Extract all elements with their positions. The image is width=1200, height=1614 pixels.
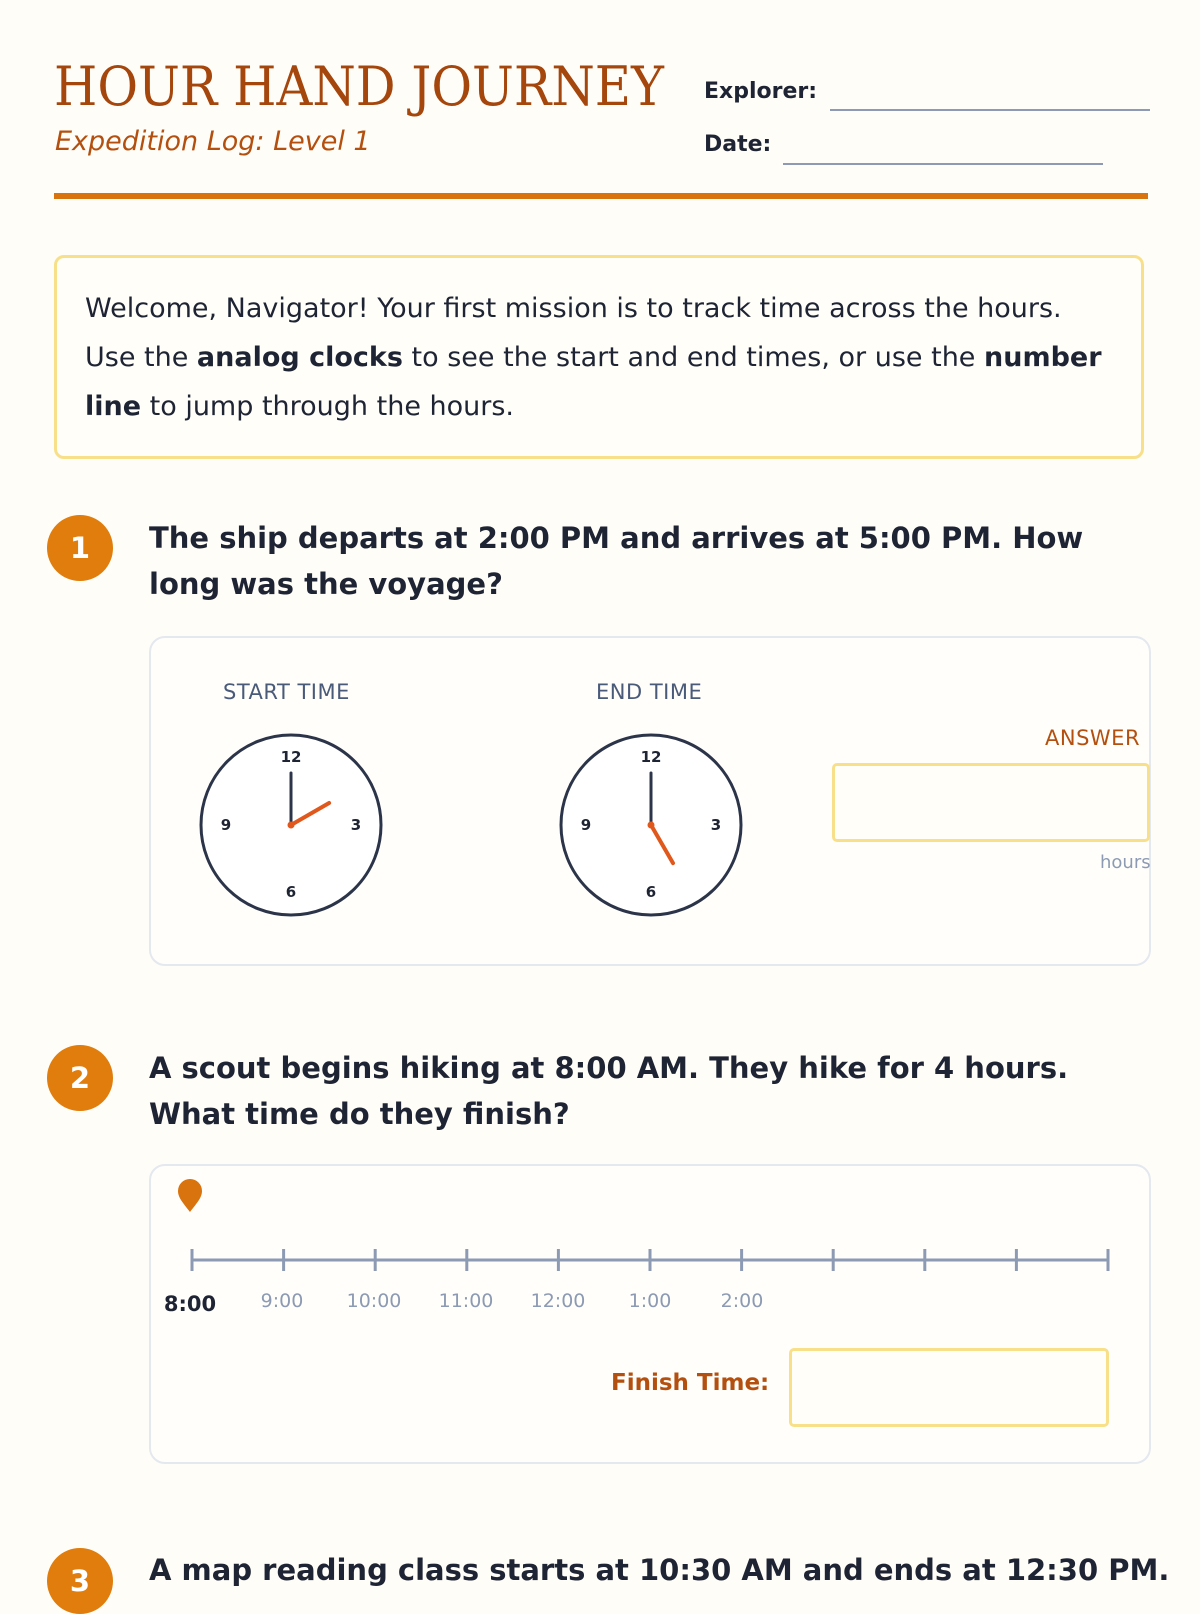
answer-input[interactable] bbox=[832, 763, 1150, 842]
tick-label: 11:00 bbox=[438, 1290, 494, 1312]
intro-emphasis-clocks: analog clocks bbox=[196, 342, 403, 373]
question-number-badge: 1 bbox=[47, 515, 113, 581]
clock-number-3: 3 bbox=[350, 816, 362, 834]
end-time-label: END TIME bbox=[596, 680, 703, 704]
explorer-label: Explorer: bbox=[704, 79, 818, 104]
question-2-text: A scout begins hiking at 8:00 AM. They hike for 4 hours. What time do they finish? bbox=[149, 1051, 1069, 1131]
date-label: Date: bbox=[704, 132, 772, 157]
tick-label: 1:00 bbox=[628, 1290, 672, 1312]
question-3-text: A map reading class starts at 10:30 AM and ends at 12:30 PM. bbox=[149, 1553, 1170, 1587]
clock-number-12: 12 bbox=[280, 748, 302, 766]
start-time-label: START TIME bbox=[223, 680, 350, 704]
tick-label: 12:00 bbox=[530, 1290, 586, 1312]
clock-number-9: 9 bbox=[580, 816, 592, 834]
clock-number-9: 9 bbox=[220, 816, 232, 834]
tick-label: 2:00 bbox=[720, 1290, 764, 1312]
clock-number-12: 12 bbox=[640, 748, 662, 766]
number-line bbox=[176, 1240, 1116, 1280]
clock-number-6: 6 bbox=[285, 883, 297, 901]
clock-number-3: 3 bbox=[710, 816, 722, 834]
clock-center bbox=[648, 822, 655, 829]
tick-label: 10:00 bbox=[346, 1290, 402, 1312]
date-field[interactable] bbox=[783, 163, 1103, 165]
intro-box bbox=[54, 255, 1144, 459]
intro-emphasis-number-line: number line bbox=[85, 342, 1102, 422]
end-clock bbox=[558, 732, 744, 918]
question-number-badge: 3 bbox=[47, 1548, 113, 1614]
clock-number-6: 6 bbox=[645, 883, 657, 901]
question-1-text: The ship departs at 2:00 PM and arrives at 5:00 PM. How long was the voyage? bbox=[149, 521, 1084, 601]
start-clock bbox=[198, 732, 384, 918]
finish-time-input[interactable] bbox=[789, 1348, 1109, 1427]
map-pin-icon bbox=[176, 1178, 204, 1214]
intro-text: Welcome, Navigator! Your first mission is to track time across the hours. Use the analog clocks to see the start and end times, or use the number line to jump through the hours. bbox=[85, 293, 1102, 422]
page-subtitle: Expedition Log: Level 1 bbox=[55, 126, 371, 157]
answer-unit: hours bbox=[1100, 852, 1151, 873]
tick-label: 9:00 bbox=[260, 1290, 304, 1312]
clock-center bbox=[288, 822, 295, 829]
header-divider bbox=[54, 193, 1148, 199]
tick-label: 8:00 bbox=[163, 1292, 217, 1316]
finish-time-label: Finish Time: bbox=[611, 1370, 770, 1396]
question-number-badge: 2 bbox=[47, 1045, 113, 1111]
answer-label: ANSWER bbox=[1045, 726, 1141, 750]
page-title: HOUR HAND JOURNEY bbox=[54, 55, 664, 118]
explorer-field[interactable] bbox=[830, 109, 1150, 111]
